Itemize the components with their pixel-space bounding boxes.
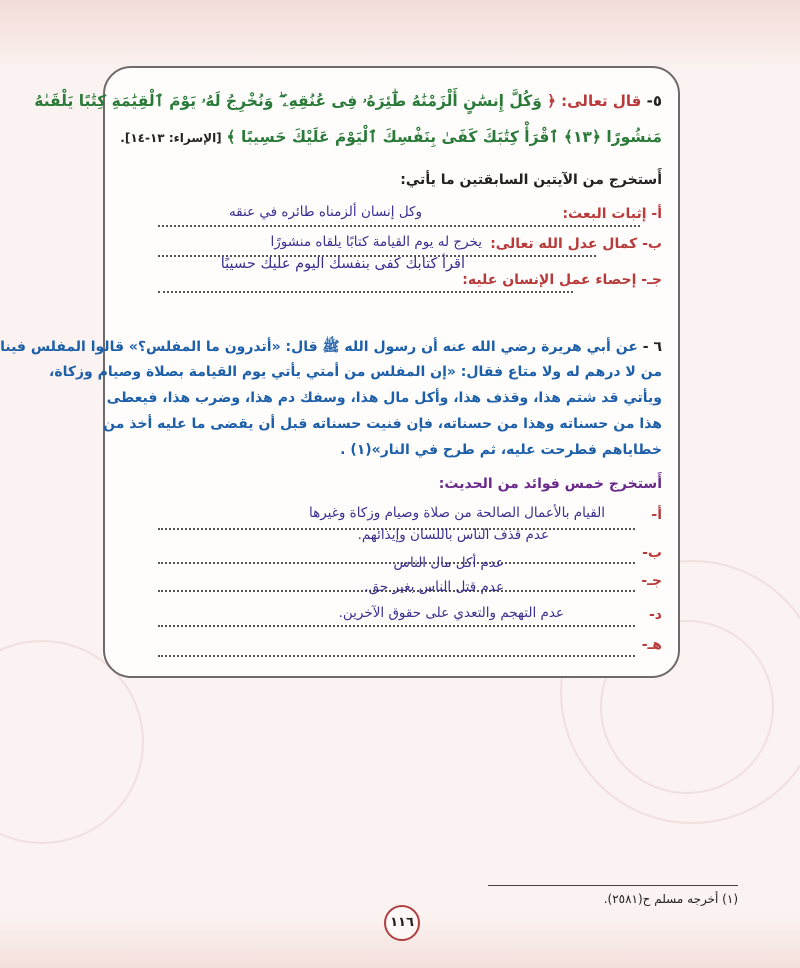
q6-number: ٦ - [642, 339, 662, 355]
q6-benefit-b-label: ب- [642, 545, 662, 561]
q6-benefit-b-answer: عدم قذف الناس باللسان وإيذائهم. [357, 527, 549, 543]
q6-benefit-a-label: أ- [651, 507, 662, 523]
page-number: ١١٦ [384, 905, 420, 941]
q5-verse-part-2: مَنشُورًا ﴿١٣﴾ ٱقْرَأْ كِتَٰبَكَ كَفَىٰ بِنَفْسِكَ ٱلْيَوْمَ عَلَيْكَ حَسِيبًا ﴾ [226, 128, 662, 146]
q5-item-c-answer-line [158, 289, 573, 293]
q5-verse-line-2 [120, 128, 662, 146]
q5-item-a-label: أ- إثبات البعث: [562, 206, 662, 222]
q6-hadith-line-3: ويأتي قد شتم هذا، وقذف هذا، وأكل مال هذا، وسفك دم هذا، وضرب هذا، فيعطى [106, 390, 662, 406]
footnote: (١) أخرجه مسلم ح(٢٥٨١). [603, 892, 738, 906]
q5-reference: [الإسراء: ١٣-١٤]. [120, 131, 222, 145]
q6-instruction: أَستخرج خمس فوائد من الحديث: [438, 476, 662, 492]
q6-hadith-line-5: خطاياهم فطرحت عليه، ثم طرح في النار»(١) . [340, 442, 662, 458]
q6-benefit-d-answer: عدم التهجم والتعدي على حقوق الآخرين. [338, 605, 564, 621]
q6-benefit-d-label: د- [649, 607, 662, 623]
q6-hadith-line-2: من لا درهم له ولا متاع فقال: «إن المفلس من أمتي يأتي يوم القيامة بصلاة وصيام وزكاة، [49, 364, 662, 380]
q6-benefit-c-label: جـ- [641, 573, 662, 589]
q6-hadith-line-4: هذا من حسناته وهذا من حسناته، فإن فنيت حسناته قبل أن يقضى ما عليه أخذ من [103, 416, 662, 432]
q5-verse-line-1 [34, 92, 662, 111]
q6-benefit-e-answer-line [158, 653, 635, 657]
q5-item-c-answer: اقرأ كتابك كفى بنفسك اليوم عليك حسيبًا [220, 256, 465, 272]
q5-verse-part-1: وَكُلَّ إِنسَٰنٍ أَلْزَمْنَٰهُ طَٰٓئِرَهُۥ فِى عُنُقِهِۦ ۖ وَنُخْرِجُ لَهُۥ يَوْمَ ٱلْقِيَٰمَةِ كِتَٰبًا يَلْقَىٰهُ [34, 92, 542, 110]
q6-benefit-d-answer-line [158, 623, 635, 627]
q6-benefit-a-answer: القيام بالأعمال الصالحة من صلاة وصيام وزكاة وغيرها [309, 505, 605, 521]
q5-item-c-label: جـ- إحصاء عمل الإنسان عليه: [462, 272, 662, 288]
q5-item-b-answer: يخرج له يوم القيامة كتابًا يلقاه منشورًا [270, 234, 482, 250]
footnote-separator [488, 885, 738, 886]
q5-item-b-label: ب- كمال عدل الله تعالى: [490, 236, 662, 252]
q5-intro: قال تعالى: ﴿ [547, 92, 642, 110]
q6-hadith-line-1 [0, 338, 662, 358]
q5-instruction: أَستخرج من الآيتين السابقتين ما يأتي: [400, 172, 662, 188]
q6-hadith-text-1: عن أبي هريرة رضي الله عنه أن رسول الله ﷺ قال: «أتدرون ما المفلس؟» قالوا المفلس فينا [0, 339, 638, 355]
q6-benefit-e-label: هـ- [641, 637, 662, 653]
q5-item-a-answer-line [158, 223, 640, 227]
q6-benefit-c-extra-answer: عدم قتل الناس بغير حق. [364, 579, 504, 595]
q5-number: ٥- [646, 92, 662, 110]
q5-item-a-answer: وكل إنسان ألزمناه طائره في عنقه [228, 204, 422, 220]
q6-benefit-c-answer: عدم أكل مال الناس [393, 555, 504, 571]
page-top-decoration [0, 0, 800, 70]
